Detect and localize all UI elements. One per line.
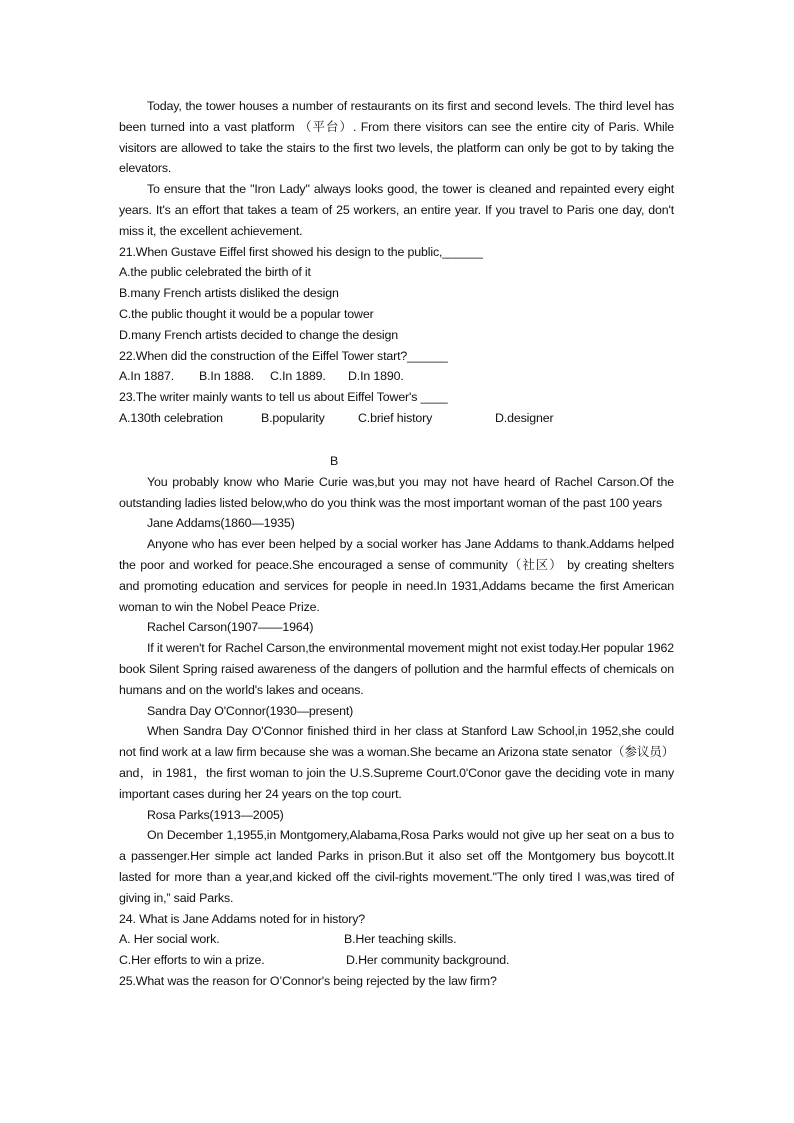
section-label: B xyxy=(330,454,339,468)
question-options-row xyxy=(119,950,674,971)
question-option: C.brief history xyxy=(358,410,433,425)
question-option: C.the public thought it would be a popular tower xyxy=(119,306,374,321)
question-options-row xyxy=(119,408,674,429)
passage-a xyxy=(119,96,674,429)
passage-paragraph: To ensure that the "Iron Lady" always looks good, the tower is cleaned and repainted every eight years. It's an effort that takes a team of 25 workers, an entire year. If you travel to Paris one day, don't miss it, the excellent achievement. xyxy=(119,182,674,238)
question-stem: 24. What is Jane Addams noted for in history? xyxy=(119,911,366,926)
person-heading: Sandra Day O'Connor(1930—present) xyxy=(147,703,354,718)
passage-paragraph: You probably know who Marie Curie was,but you may not have heard of Rachel Carson.Of the outstanding ladies listed below,who do you think was the most important woman of the past 100 years xyxy=(119,474,674,510)
person-heading: Jane Addams(1860—1935) xyxy=(147,516,295,531)
question-option: C.Her efforts to win a prize. xyxy=(119,953,265,968)
question-option: A.the public celebrated the birth of it xyxy=(119,265,311,280)
question-option: A.130th celebration xyxy=(119,410,223,425)
question-option: D.many French artists decided to change the design xyxy=(119,327,399,342)
question-option: B.Her teaching skills. xyxy=(344,932,457,947)
question-option: A.In 1887. xyxy=(119,369,174,384)
question-option: B.popularity xyxy=(261,410,325,425)
question-option: B.many French artists disliked the design xyxy=(119,286,339,301)
question-option: C.In 1889. xyxy=(270,369,326,384)
question-stem: 21.When Gustave Eiffel first showed his design to the public,______ xyxy=(119,244,483,259)
question-option: B.In 1888. xyxy=(199,369,254,384)
passage-paragraph: Today, the tower houses a number of restaurants on its first and second levels. The third level has been turned into a vast platform （平台）. From there visitors can see the entire city of Paris. While visitors are allowed to take the stairs to the first two levels, the platform can only be got to by taking the elevators. xyxy=(119,99,674,176)
person-heading: Rosa Parks(1913—2005) xyxy=(147,807,284,822)
question-option: A. Her social work. xyxy=(119,932,220,947)
person-description: Anyone who has ever been helped by a social worker has Jane Addams to thank.Addams helped the poor and worked for peace.She encouraged a sense of community（社区） by creating shelters and promoting education and services for people in need.In 1931,Addams became the first American woman to win the Nobel Peace Prize. xyxy=(119,537,674,614)
question-options-row xyxy=(119,366,674,387)
question-option: D.Her community background. xyxy=(346,953,510,968)
question-stem: 25.What was the reason for O’Connor's being rejected by the law firm? xyxy=(119,973,497,988)
question-option: D.In 1890. xyxy=(348,369,404,384)
question-stem: 23.The writer mainly wants to tell us about Eiffel Tower's ____ xyxy=(119,390,448,405)
question-options-row xyxy=(119,929,674,950)
question-stem: 22.When did the construction of the Eiffel Tower start?______ xyxy=(119,348,448,363)
person-heading: Rachel Carson(1907——1964) xyxy=(147,620,314,635)
person-description: When Sandra Day O'Connor finished third in her class at Stanford Law School,in 1952,she could not find work at a law firm because she was a woman.She became an Arizona state senator（参议员）and，in 1981，the first woman to join the U.S.Supreme Court.0'Conor gave the deciding vote in many important cases during her 24 years on the top court. xyxy=(119,724,674,801)
passage-b xyxy=(119,451,674,992)
person-description: If it weren't for Rachel Carson,the environmental movement might not exist today.Her popular 1962 book Silent Spring raised awareness of the dangers of pollution and the harmful effects of chemicals on humans and on the world's lakes and oceans. xyxy=(119,641,674,697)
person-description: On December 1,1955,in Montgomery,Alabama,Rosa Parks would not give up her seat on a bus to a passenger.Her simple act landed Parks in prison.But it also set off the Montgomery bus boycott.It lasted for more than a year,and kicked off the civil-rights movement."The only tired I was,was tired of giving in,” said Parks. xyxy=(119,828,674,905)
question-option: D.designer xyxy=(495,410,554,425)
